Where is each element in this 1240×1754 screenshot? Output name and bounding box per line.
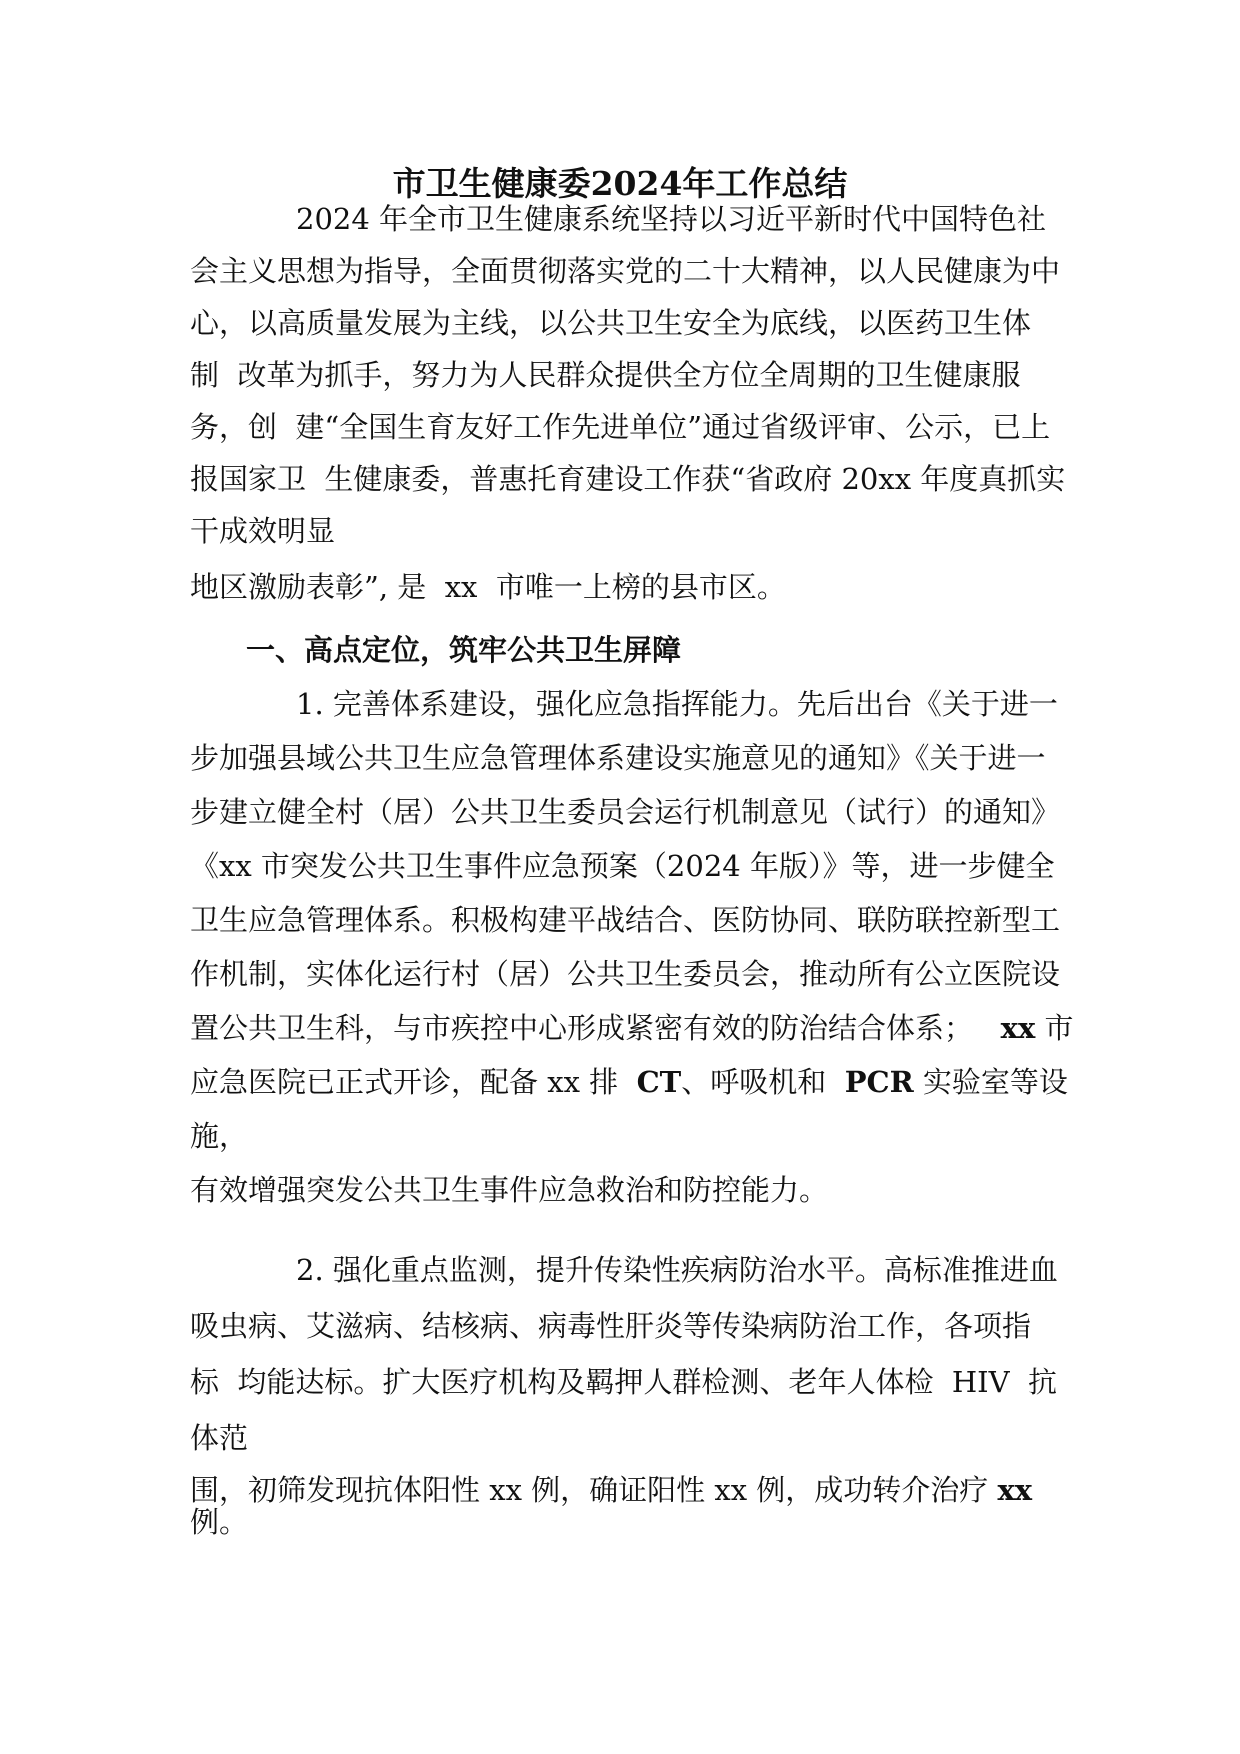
p1-line-7-bold: xx	[1000, 1011, 1036, 1045]
intro-line-2: 会主义思想为指导，全面贯彻落实党的二十大精神，以人民健康为中	[190, 254, 1061, 288]
intro-line-8: 地区激励表彰”, 是 xx 市唯一上榜的县市区。	[190, 570, 786, 604]
p2-line-2: 吸虫病、艾滋病、结核病、病毒性肝炎等传染病防治工作，各项指	[190, 1309, 1032, 1343]
section-heading: 一、高点定位，筑牢公共卫生屏障	[246, 633, 682, 667]
p1-line-5: 卫生应急管理体系。积极构建平战结合、医防协同、联防联控新型工	[190, 903, 1061, 937]
p2-line-1: 2. 强化重点监测，提升传染性疾病防治水平。高标准推进血	[296, 1253, 1058, 1287]
p2-line-4: 体范	[190, 1421, 249, 1455]
p1-line-7-text: 置公共卫生科，与市疾控中心形成紧密有效的防治结合体系；	[190, 1011, 974, 1045]
intro-line-4: 制 改革为抓手，努力为人民群众提供全方位全周期的卫生健康服	[190, 358, 1021, 392]
p1-line-9: 施，	[190, 1119, 249, 1153]
p1-line-4: 《xx 市突发公共卫生事件应急预案（2024 年版）》等，进一步健全	[190, 849, 1055, 883]
p1-line-8-a: 应急医院已正式开诊，配备 xx 排	[190, 1065, 637, 1099]
p1-line-8	[190, 1062, 1068, 1102]
intro-line-5: 务，创 建“全国生育友好工作先进单位”通过省级评审、公示，已上	[190, 410, 1051, 444]
p1-line-8-pcr: PCR	[844, 1065, 914, 1099]
p1-line-8-b: 、呼吸机和	[681, 1065, 845, 1099]
p1-line-7-end: 市	[1035, 1011, 1074, 1045]
p1-line-7	[190, 1008, 1073, 1048]
intro-line-1: 2024 年全市卫生健康系统坚持以习近平新时代中国特色社	[296, 202, 1047, 236]
p2-line-5	[190, 1470, 1032, 1510]
intro-line-7: 干成效明显	[190, 514, 336, 548]
p2-line-5-bold: xx	[997, 1473, 1033, 1507]
p2-line-3: 标 均能达标。扩大医疗机构及羁押人群检测、老年人体检 HIV 抗	[190, 1365, 1057, 1399]
p1-line-10: 有效增强突发公共卫生事件应急救治和防控能力。	[190, 1173, 829, 1207]
document-title: 市卫生健康委2024年工作总结	[392, 164, 848, 203]
p1-line-8-ct: CT	[636, 1065, 682, 1099]
p1-line-3: 步建立健全村（居）公共卫生委员会运行机制意见（试行）的通知》	[190, 795, 1061, 829]
p1-line-2: 步加强县域公共卫生应急管理体系建设实施意见的通知》《关于进一	[190, 741, 1046, 775]
p2-line-5-text: 围，初筛发现抗体阳性 xx 例，确证阳性 xx 例，成功转介治疗	[190, 1473, 998, 1507]
p2-line-6: 例。	[190, 1505, 249, 1539]
intro-line-3: 心，以高质量发展为主线，以公共卫生安全为底线，以医药卫生体	[190, 306, 1032, 340]
p1-line-1: 1. 完善体系建设，强化应急指挥能力。先后出台《关于进一	[296, 687, 1058, 721]
p1-line-6: 作机制，实体化运行村（居）公共卫生委员会，推动所有公立医院设	[190, 957, 1061, 991]
intro-line-6: 报国家卫 生健康委，普惠托育建设工作获“省政府 20xx 年度真抓实	[190, 462, 1066, 496]
p1-line-8-c: 实验室等设	[913, 1065, 1068, 1099]
